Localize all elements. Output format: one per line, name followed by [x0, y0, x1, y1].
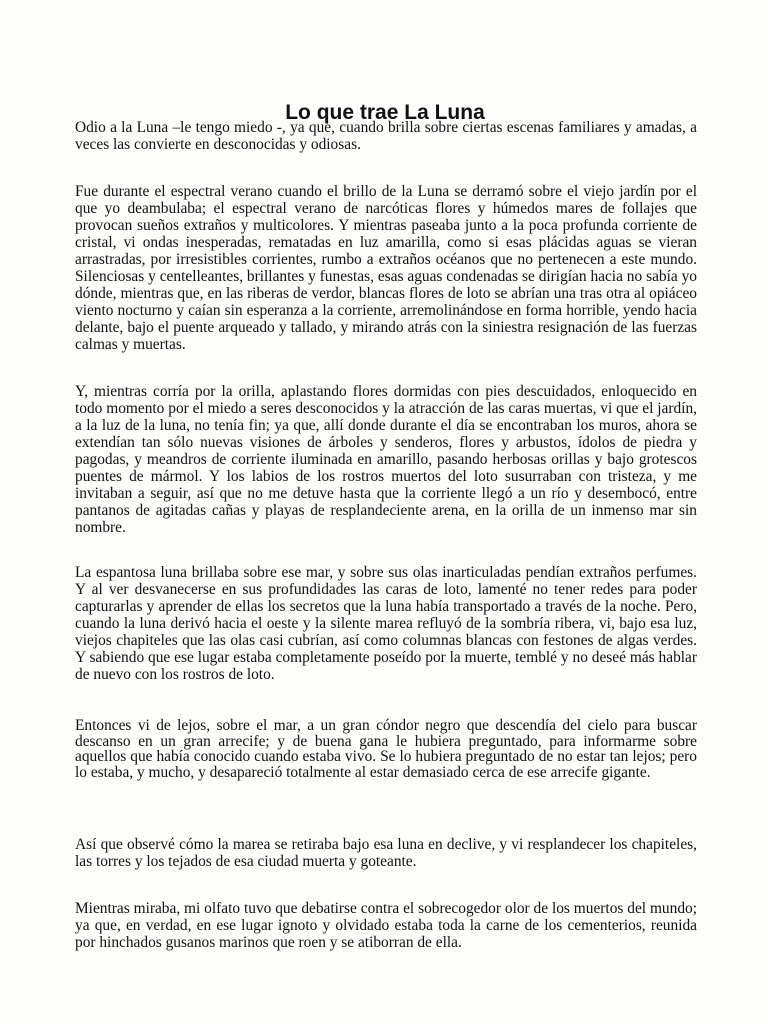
paragraph-6: Así que observé cómo la marea se retiraba bajo esa luna en declive, y vi resplandecer los chapiteles, las torres y los tejados de esa ciudad muerta y goteante. [75, 836, 697, 870]
paragraph-5: Entonces vi de lejos, sobre el mar, a un gran cóndor negro que descendía del cielo para buscar descanso en un gran arrecife; y de buena gana le hubiera preguntado, para informarme sobre aquellos que había conocido cuando estaba vivo. Se lo hubiera preguntado de no estar tan lejos; pero lo estaba, y mucho, y desapareció totalmente al estar demasiado cerca de ese arrecife gigante. [75, 717, 697, 781]
paragraph-2: Fue durante el espectral verano cuando el brillo de la Luna se derramó sobre el viejo jardín por el que yo deambulaba; el espectral verano de narcóticas flores y húmedos mares de follajes que provocan sueños extraños y multicolores. Y mientras paseaba junto a la poca profunda corriente de cristal, vi ondas inesperadas, rematadas en luz amarilla, como si esas plácidas aguas se vieran arrastradas, por irresistibles corrientes, rumbo a extraños océanos que no pertenecen a este mundo. Silenciosas y centelleantes, brillantes y funestas, esas aguas condenadas se dirigían hacia no sabía yo dónde, mientras que, en las riberas de verdor, blancas flores de loto se abrían una tras otra al opiáceo viento nocturno y caían sin esperanza a la corriente, arremolinándose en forma horrible, yendo hacia delante, bajo el puente arqueado y tallado, y mirando atrás con la siniestra resignación de las fuerzas calmas y muertas. [75, 183, 697, 353]
paragraph-3: Y, mientras corría por la orilla, aplastando flores dormidas con pies descuidados, enloquecido en todo momento por el miedo a seres desconocidos y la atracción de las caras muertas, vi que el jardín, a la luz de la luna, no tenía fin; ya que, allí donde durante el día se encontraban los muros, ahora se extendían tan sólo nuevas visiones de árboles y senderos, flores y arbustos, ídolos de piedra y pagodas, y meandros de corriente iluminada en amarillo, pasando herbosas orillas y bajo grotescos puentes de mármol. Y los labios de los rostros muertos del loto susurraban con tristeza, y me invitaban a seguir, así que no me detuve hasta que la corriente llegó a un río y desembocó, entre pantanos de agitadas cañas y playas de resplandeciente arena, en la orilla de un inmenso mar sin nombre. [75, 383, 697, 536]
document-title: Lo que trae La Luna [285, 101, 485, 125]
paragraph-4: La espantosa luna brillaba sobre ese mar, y sobre sus olas inarticuladas pendían extraños perfumes. Y al ver desvanecerse en sus profundidades las caras de loto, lamenté no tener redes para poder capturarlas y aprender de ellas los secretos que la luna había transportado a través de la noche. Pero, cuando la luna derivó hacia el oeste y la silente marea refluyó de la sombría ribera, vi, bajo esa luz, viejos chapiteles que las olas casi cubrían, así como columnas blancas con festones de algas verdes. Y sabiendo que ese lugar estaba completamente poseído por la muerte, temblé y no deseé más hablar de nuevo con los rostros de loto. [75, 564, 697, 683]
paragraph-7: Mientras miraba, mi olfato tuvo que debatirse contra el sobrecogedor olor de los muertos del mundo; ya que, en verdad, en ese lugar ignoto y olvidado estaba toda la carne de los cementerios, reunida por hinchados gusanos marinos que roen y se atiborran de ella. [75, 900, 697, 951]
paragraph-1: Odio a la Luna –le tengo miedo -, ya que, cuando brilla sobre ciertas escenas familiares y amadas, a veces las convierte en desconocidas y odiosas. [75, 119, 697, 153]
